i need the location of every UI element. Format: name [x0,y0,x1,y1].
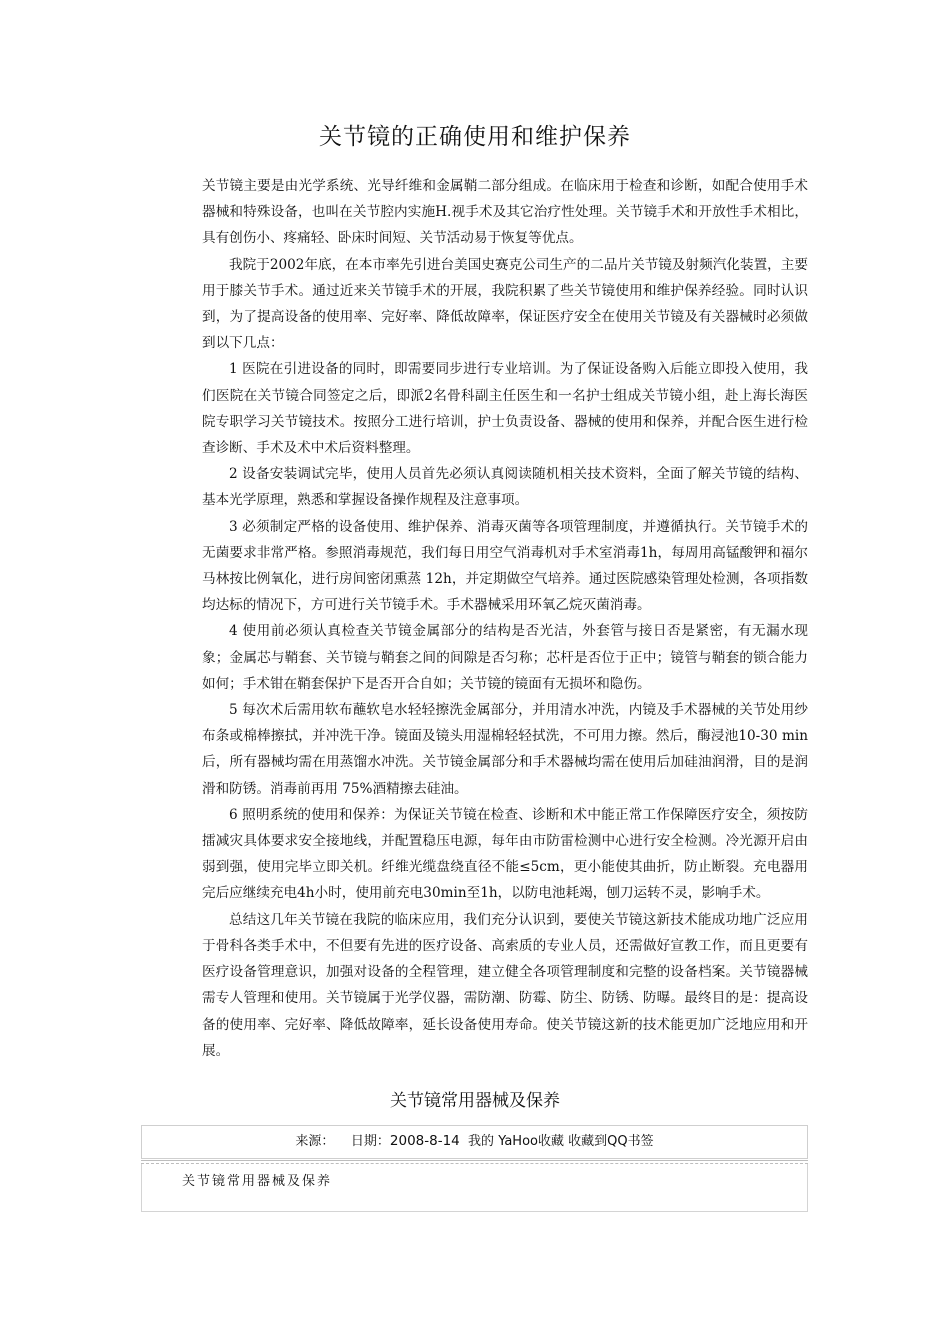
paragraph-point-5: 5 每次术后需用软布蘸软皂水轻轻擦洗金属部分，并用清水冲洗，内镜及手术器械的关节处用纱布条或棉棒擦拭，并冲洗干净。镜面及镜头用湿棉轻轻拭洗，不可用力擦。然后，酶浸池10-30 min后，所有器械均需在用蒸馏水冲洗。关节镜金属部分和手术器械均需在使用后加硅油润滑，目的是润滑和防锈。消毒前再用 75%酒精擦去硅油。 [202,702,808,797]
article2-content-title: 关节镜常用器械及保养 [182,1174,333,1189]
article2-content-box [141,1164,808,1212]
article2-title: 关节镜常用器械及保养 [390,1091,560,1111]
paragraph-intro: 关节镜主要是由光学系统、光导纤维和金属鞘二部分组成。在临床用于检查和诊断，如配合使用手术器械和特殊设备，也叫在关节腔内实施H.视手术及其它治疗性处理。关节镜手术和开放性手术相比，具有创伤小、疼痛轻、卧床时间短、关节活动易于恢复等优点。 [202,178,808,247]
date-value: 2008-8-14 [389,1133,460,1149]
collect-label: 收藏 [538,1134,565,1149]
bookmark-label: 书签 [627,1134,654,1149]
source-label: 来源： [295,1134,335,1149]
yahoo-label: YaHoo [498,1134,538,1149]
collect-to-label: 收藏到 [568,1134,608,1149]
qq-label: QQ [607,1134,628,1149]
paragraph-point-1: 1 医院在引进设备的同时，即需要同步进行专业培训。为了保证设备购入后能立即投入使用，我们医院在关节镜合同签定之后，即派2名骨科副主任医生和一名护士组成关节镜小组，赴上海长海医院专职学习关节镜技术。按照分工进行培训，护士负责设备、器械的使用和保养，并配合医生进行检查诊断、手术及术中术后资料整理。 [202,361,808,457]
page-title: 关节镜的正确使用和维护保养 [319,124,631,150]
paragraph-point-6: 6 照明系统的使用和保养：为保证关节镜在检查、诊断和术中能正常工作保障医疗安全，须按防擂减灾具体要求安全接地线，并配置稳压电源，每年由市防雷检测中心进行安全检测。冷光源开启由弱到强，使用完毕立即关机。纤维光缆盘绕直径不能≤5cm，更小能使其曲折，防止断裂。充电器用完后应继续充电4h小时，使用前充电30min至1h，以防电池耗竭，刨刀运转不灵，影响手术。 [202,806,808,902]
yahoo-collect-link[interactable] [498,1134,564,1149]
my-label: 我的 [468,1134,495,1149]
paragraph-point-3: 3 必须制定严格的设备使用、维护保养、消毒灭菌等各项管理制度，并遵循执行。关节镜手术的无菌要求非常严格。参照消毒规范，我们每日用空气消毒机对手术室消毒1h，每周用高锰酸钾和福尔马林按比例氧化，进行房间密闭熏蒸 12h，并定期做空气培养。通过医院感染管理处检测，各项指数均达标的情况下，方可进行关节镜手术。手术器械采用环氧乙烷灭菌消毒。 [202,518,808,614]
article-body [202,173,808,1064]
qq-bookmark-link[interactable] [568,1134,654,1149]
paragraph-summary: 总结这几年关节镜在我院的临床应用，我们充分认识到，要使关节镜这新技术能成功地广泛应用于骨科各类手术中，不但要有先进的医疗设备、高索质的专业人员，还需做好宣教工作，而且更要有医疗设备管理意识，加强对设备的全程管理，建立健全各项管理制度和完整的设备档案。关节镜器械需专人管理和使用。关节镜属于光学仪器，需防潮、防霉、防尘、防锈、防曝。最终目的是：提高设备的使用率、完好率、降低故障率，延长设备使用寿命。使关节镜这新的技术能更加广泛地应用和开展。 [202,911,808,1059]
paragraph-point-4: 4 使用前必须认真检查关节镜金属部分的结构是否光洁，外套管与接日否是紧密，有无漏水现象；金属芯与鞘套、关节镜与鞘套之间的间隙是否匀称；芯杆是否位于正中；镜管与鞘套的锁合能力如何；手术钳在鞘套保护下是否开合自如；关节镜的镜面有无损坏和隐伤。 [202,623,808,692]
paragraph-background: 我院于2002年底，在本市率先引进台美国史赛克公司生产的二品片关节镜及射频汽化装置，主要用于膝关节手术。通过近来关节镜手术的开展，我院积累了些关节镜使用和维护保养经验。同时认识到，为了提高设备的使用率、完好率、降低故障率，保证医疗安全在使用关节镜及有关器械时必须做到以下几点： [202,256,808,352]
article-meta-bar [141,1125,808,1159]
paragraph-point-2: 2 设备安装调试完毕，使用人员首先必须认真阅读随机相关技术资料，全面了解关节镜的结构、基本光学原理，熟悉和掌握设备操作规程及注意事项。 [202,466,808,509]
date-label: 日期： [350,1134,390,1149]
